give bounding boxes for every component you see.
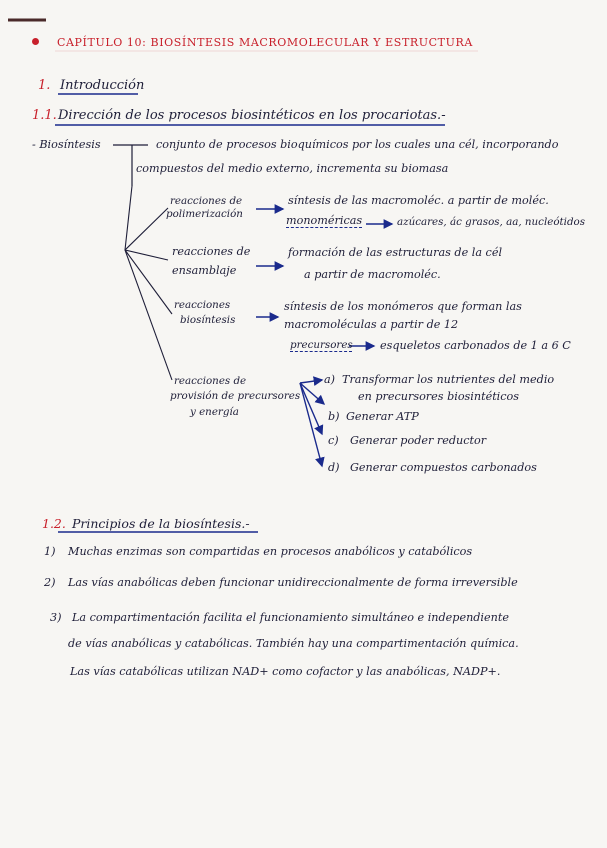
branch1-result-line1: síntesis de las macromoléc. a partir de moléc. [288, 194, 549, 207]
branch1-result-line2a: monoméricas [286, 214, 363, 227]
item-d-line1: Generar compuestos carbonados [350, 461, 537, 474]
principle-1-line1: Muchas enzimas son compartidas en procesos anabólicos y catabólicos [68, 545, 473, 558]
item-d-marker: d) [328, 461, 340, 474]
item-c-marker: c) [328, 434, 339, 447]
branch3-result-line3a: precursores [290, 339, 353, 351]
principle-3-line1: La compartimentación facilita el funcionamiento simultáneo e independiente [72, 611, 509, 624]
principle-3-marker: 3) [50, 611, 62, 624]
item-b-line1: Generar ATP [346, 410, 419, 423]
branch1-label-line1: reacciones de [170, 195, 243, 207]
branch4-label-line3: y energía [190, 406, 239, 418]
branch2-result-line1: formación de las estructuras de la cél [288, 246, 503, 259]
branch3-label-line2: biosíntesis [180, 314, 236, 326]
branch-line-4 [125, 250, 172, 380]
principle-3-line3: Las vías catabólicas utilizan NAD+ como cofactor y las anabólicas, NADP+. [70, 665, 501, 678]
section1_2-title: Principios de la biosíntesis.- [72, 516, 250, 531]
item-b-marker: b) [328, 410, 340, 423]
principle-1-marker: 1) [44, 545, 56, 558]
branch3-result-line3b: esqueletos carbonados de 1 a 6 C [380, 339, 571, 352]
biosintesis-def-line2: compuestos del medio externo, incrementa su biomasa [136, 162, 449, 175]
branch-line-1 [125, 208, 168, 250]
branch2-label-line2: ensamblaje [172, 264, 237, 277]
section1-title: Introducción [60, 78, 145, 93]
item-a-line2: en precursores biosintéticos [358, 390, 520, 403]
section1-number: 1. [38, 78, 51, 93]
branch2-label-line1: reacciones de [172, 245, 251, 258]
branch4-label-line1: reacciones de [174, 375, 247, 387]
principle-2-marker: 2) [44, 576, 56, 589]
section1_1-title: Dirección de los procesos biosintéticos en los procariotas.- [58, 108, 446, 123]
item-a-marker: a) [324, 373, 336, 386]
principle-2-line1: Las vías anabólicas deben funcionar unidireccionalmente de forma irreversible [68, 576, 518, 589]
arrow-item-d [300, 383, 322, 466]
branch1-result-line2b: azúcares, ác grasos, aa, nucleótidos [397, 216, 586, 228]
branch3-result-line2: macromoléculas a partir de 12 [284, 318, 459, 331]
branch-stem [125, 186, 132, 250]
branch2-result-line2: a partir de macromoléc. [304, 268, 441, 281]
section1_1-number: 1.1. [32, 108, 57, 123]
principle-3-line2: de vías anabólicas y catabólicas. También hay una compartimentación química. [68, 637, 519, 650]
item-c-line1: Generar poder reductor [350, 434, 487, 447]
branch3-result-line1: síntesis de los monómeros que forman las [284, 300, 522, 313]
branch1-label-line2: polimerización [166, 208, 243, 220]
branch4-label-line2: provisión de precursores [170, 390, 301, 402]
branch3-label-line1: reacciones [174, 299, 231, 311]
chapter-title: CAPÍTULO 10: BIOSÍNTESIS MACROMOLECULAR Y ESTRUCTURA [57, 36, 473, 49]
chapter-bullet [32, 38, 39, 45]
item-a-line1: Transformar los nutrientes del medio [342, 373, 555, 386]
biosintesis-term: - Biosíntesis [32, 138, 101, 151]
arrow-item-a [300, 380, 322, 383]
arrow-item-b [300, 383, 324, 404]
section1_2-number: 1.2. [42, 516, 66, 531]
biosintesis-def-line1: conjunto de procesos bioquímicos por los cuales una cél, incorporando [156, 138, 559, 151]
